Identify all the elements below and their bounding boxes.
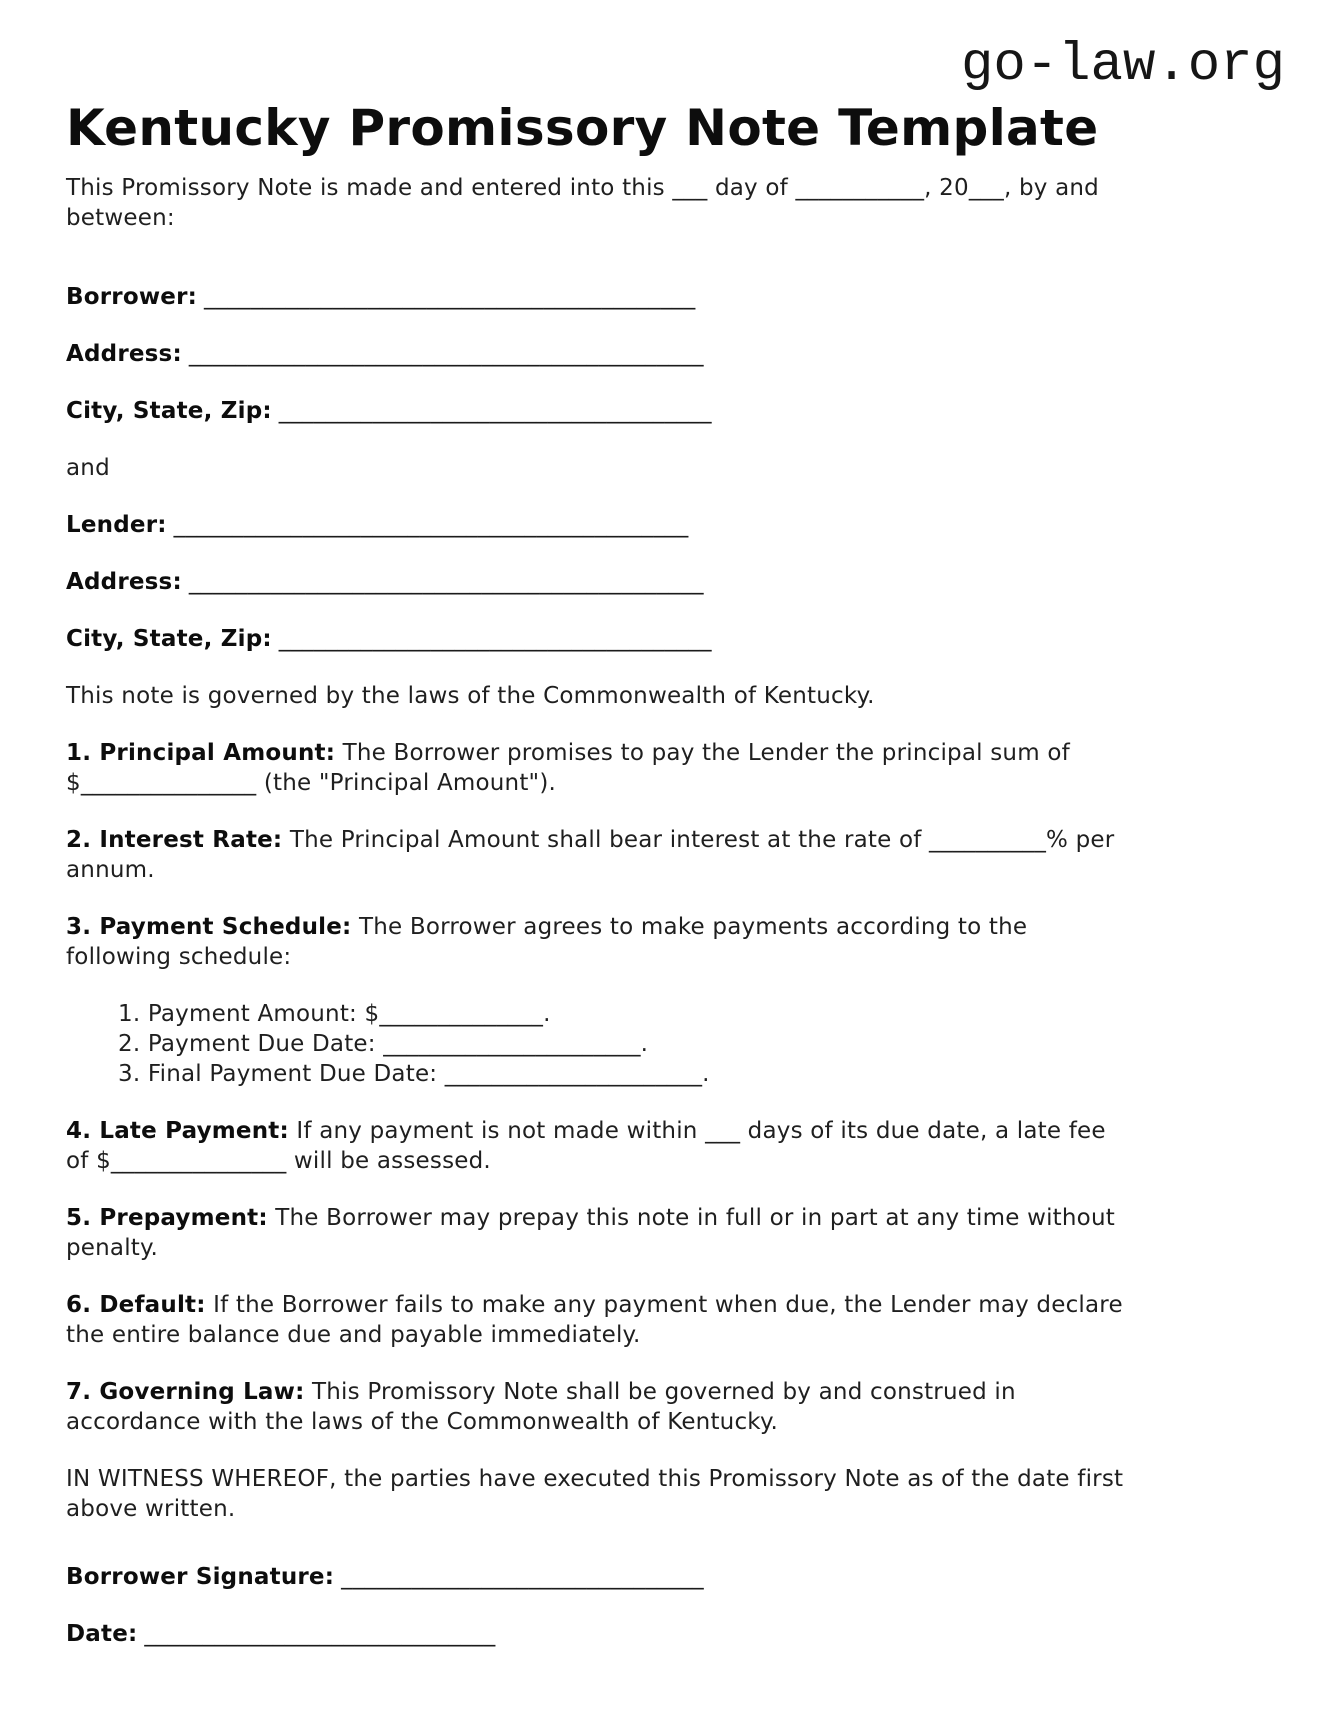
- date-label: Date:: [66, 1620, 138, 1647]
- section-prepayment-line-1: [66, 1203, 1265, 1233]
- borrower-signature-blank-line: _______________________________: [341, 1563, 704, 1590]
- section-late-payment-line-2: of $_______________ will be assessed.: [66, 1147, 491, 1174]
- section-payment-schedule-text: The Borrower agrees to make payments according to the: [351, 913, 1028, 940]
- section-principal-amount: [66, 738, 1265, 798]
- borrower-blank-line: __________________________________________: [204, 283, 696, 310]
- section-prepayment-line-2: penalty.: [66, 1234, 159, 1261]
- section-interest-rate-text: The Principal Amount shall bear interest at the rate of __________% per: [282, 826, 1115, 853]
- intro-line-1: This Promissory Note is made and entered into this ___ day of ___________, 20___, by and: [66, 174, 1099, 201]
- page-title: Kentucky Promissory Note Template: [66, 98, 1099, 157]
- borrower-city-state-zip-label: City, State, Zip:: [66, 397, 272, 424]
- borrower-label: Borrower:: [66, 283, 198, 310]
- section-governing-law-line-1: [66, 1377, 1265, 1407]
- borrower-address-blank-line: ____________________________________________: [188, 340, 704, 367]
- borrower-city-state-zip-blank-line: _____________________________________: [278, 397, 712, 424]
- lender-address-blank-line: ____________________________________________: [188, 568, 704, 595]
- section-late-payment-line-1: [66, 1116, 1265, 1146]
- section-default-text: If the Borrower fails to make any payment when due, the Lender may declare: [205, 1291, 1123, 1318]
- section-default-line-2: the entire balance due and payable immediately.: [66, 1321, 641, 1348]
- field-row-borrower-signature: [66, 1562, 1265, 1592]
- witness-clause: [66, 1464, 1265, 1524]
- section-principal-amount-line-2: $_______________ (the "Principal Amount").: [66, 769, 557, 796]
- section-interest-rate-label: 2. Interest Rate:: [66, 826, 283, 853]
- section-payment-schedule-line-1: [66, 912, 1265, 942]
- section-interest-rate-line-1: [66, 825, 1265, 855]
- section-principal-amount-line-1: [66, 738, 1265, 768]
- section-payment-schedule-line-2: following schedule:: [66, 943, 292, 970]
- section-late-payment-text: If any payment is not made within ___ days of its due date, a late fee: [288, 1117, 1106, 1144]
- witness-clause-line-2: above written.: [66, 1495, 236, 1522]
- governing-statement: This note is governed by the laws of the Commonwealth of Kentucky.: [66, 682, 875, 709]
- section-interest-rate: [66, 825, 1265, 885]
- section-prepayment: [66, 1203, 1265, 1263]
- field-row-lender-city-state-zip: [66, 624, 1265, 654]
- section-principal-amount-label: 1. Principal Amount:: [66, 739, 336, 766]
- section-governing-law-label: 7. Governing Law:: [66, 1378, 305, 1405]
- borrower-signature-label: Borrower Signature:: [66, 1563, 335, 1590]
- schedule-item-payment-due-date: 2. Payment Due Date: ______________________.: [118, 1030, 649, 1057]
- section-principal-amount-text: The Borrower promises to pay the Lender the principal sum of: [335, 739, 1070, 766]
- lender-city-state-zip-label: City, State, Zip:: [66, 625, 272, 652]
- field-row-borrower-city-state-zip: [66, 396, 1265, 426]
- intro-line-2: between:: [66, 204, 175, 231]
- conjunction-and: and: [66, 454, 110, 481]
- section-late-payment: [66, 1116, 1265, 1176]
- lender-blank-line: ____________________________________________: [173, 511, 689, 538]
- section-governing-law: [66, 1377, 1265, 1437]
- intro-paragraph: [66, 173, 1265, 233]
- section-default: [66, 1290, 1265, 1350]
- schedule-item-payment-amount: 1. Payment Amount: $______________.: [118, 1000, 551, 1027]
- date-blank-line: ______________________________: [144, 1620, 496, 1647]
- section-late-payment-label: 4. Late Payment:: [66, 1117, 289, 1144]
- field-row-lender: [66, 510, 1265, 540]
- section-prepayment-label: 5. Prepayment:: [66, 1204, 268, 1231]
- field-row-borrower-address: [66, 339, 1265, 369]
- brand-logo: go-law.org: [960, 35, 1285, 96]
- section-governing-law-line-2: accordance with the laws of the Commonwealth of Kentucky.: [66, 1408, 779, 1435]
- lender-address-label: Address:: [66, 568, 182, 595]
- section-prepayment-text: The Borrower may prepay this note in full or in part at any time without: [267, 1204, 1115, 1231]
- field-row-lender-address: [66, 567, 1265, 597]
- section-governing-law-text: This Promissory Note shall be governed by and construed in: [304, 1378, 1016, 1405]
- field-row-borrower: [66, 282, 1265, 312]
- section-payment-schedule: [66, 912, 1265, 972]
- schedule-item-final-payment-due-date: 3. Final Payment Due Date: ______________________.: [118, 1060, 710, 1087]
- section-default-line-1: [66, 1290, 1265, 1320]
- section-interest-rate-line-2: annum.: [66, 856, 155, 883]
- section-payment-schedule-label: 3. Payment Schedule:: [66, 913, 352, 940]
- lender-label: Lender:: [66, 511, 167, 538]
- payment-schedule-list: [66, 999, 1265, 1089]
- borrower-address-label: Address:: [66, 340, 182, 367]
- lender-city-state-zip-blank-line: _____________________________________: [278, 625, 712, 652]
- section-default-label: 6. Default:: [66, 1291, 206, 1318]
- field-row-date: [66, 1619, 1265, 1649]
- witness-clause-line-1: IN WITNESS WHEREOF, the parties have executed this Promissory Note as of the date first: [66, 1465, 1124, 1492]
